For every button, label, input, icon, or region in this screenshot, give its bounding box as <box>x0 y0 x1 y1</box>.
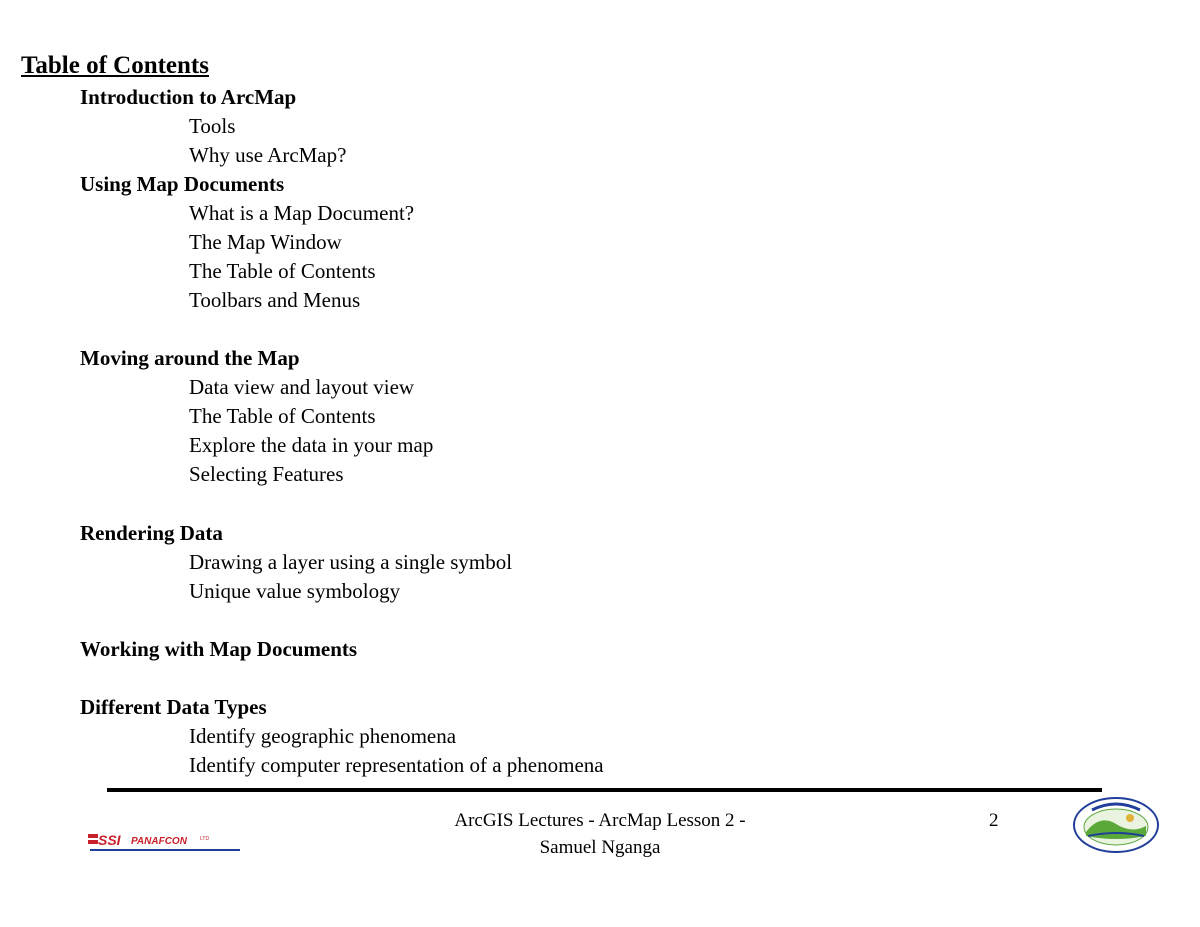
toc-item[interactable]: Identify geographic phenomena <box>189 724 457 748</box>
svg-text:PANAFCON: PANAFCON <box>131 836 187 847</box>
toc-item[interactable]: The Table of Contents <box>189 404 376 428</box>
toc-item[interactable]: Toolbars and Menus <box>189 288 361 312</box>
toc-heading[interactable]: Working with Map Documents <box>80 637 358 661</box>
toc-heading[interactable]: Introduction to ArcMap <box>80 85 297 109</box>
toc-item[interactable]: Explore the data in your map <box>189 433 434 457</box>
footer-divider <box>107 788 1102 792</box>
toc-item[interactable]: Selecting Features <box>189 462 344 486</box>
svg-text:SSI: SSI <box>98 832 121 848</box>
nawassco-logo-icon <box>1072 796 1160 854</box>
toc-heading[interactable]: Using Map Documents <box>80 172 285 196</box>
toc-item[interactable]: The Table of Contents <box>189 259 376 283</box>
toc-item[interactable]: Identify computer representation of a phenomena <box>189 753 604 777</box>
toc-item[interactable]: Why use ArcMap? <box>189 143 347 167</box>
page-title: Table of Contents <box>21 52 209 79</box>
toc-heading[interactable]: Moving around the Map <box>80 346 300 370</box>
toc-item[interactable]: Unique value symbology <box>189 579 401 603</box>
svg-text:LTD: LTD <box>200 836 210 842</box>
toc-item[interactable]: What is a Map Document? <box>189 201 415 225</box>
toc-item[interactable]: Drawing a layer using a single symbol <box>189 550 513 574</box>
footer-line-2: Samuel Nganga <box>539 837 661 858</box>
ssi-panafcon-logo-icon <box>88 830 243 854</box>
page-number: 2 <box>989 810 999 831</box>
toc-item[interactable]: Tools <box>189 114 236 138</box>
toc-heading[interactable]: Different Data Types <box>80 695 267 719</box>
toc-heading[interactable]: Rendering Data <box>80 521 223 545</box>
toc-item[interactable]: The Map Window <box>189 230 342 254</box>
footer-line-1: ArcGIS Lectures - ArcMap Lesson 2 - <box>454 810 746 831</box>
footer-caption <box>390 807 810 861</box>
toc-item[interactable]: Data view and layout view <box>189 375 415 399</box>
